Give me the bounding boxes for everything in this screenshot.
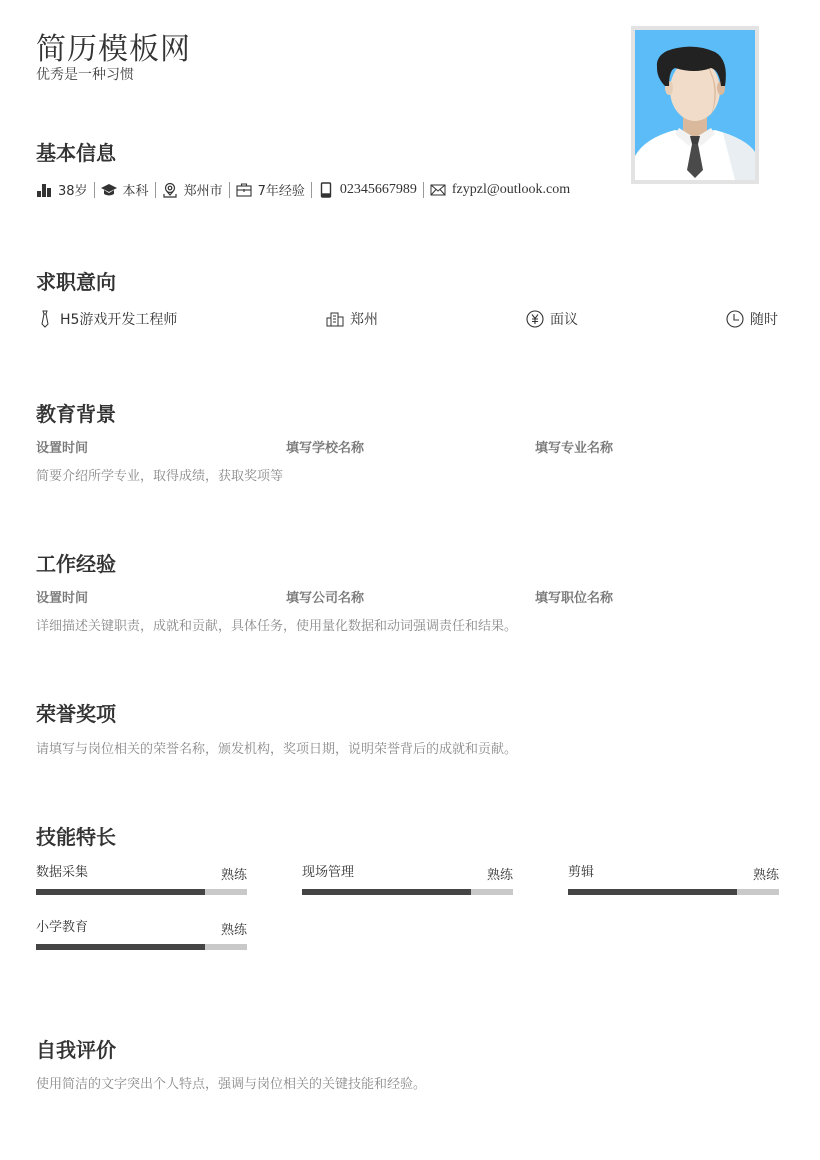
skill-name: 剪辑: [568, 865, 595, 880]
divider: [229, 182, 230, 198]
education-major: 填写专业名称: [535, 441, 614, 456]
resume-motto: 优秀是一种习惯: [36, 67, 134, 83]
skill-progress-fill: [568, 889, 737, 895]
education-description: 简要介绍所学专业，取得成绩，获取奖项等: [36, 469, 284, 484]
education-time: 设置时间: [36, 441, 89, 456]
skill-name: 小学教育: [36, 920, 89, 935]
basic-info-experience: 7年经验: [236, 180, 305, 199]
divider: [311, 182, 312, 198]
skill-progress-bar: [302, 889, 513, 895]
basic-info-age: 38岁: [36, 180, 88, 199]
section-title-work-experience: 工作经验: [36, 552, 116, 576]
skill-progress-fill: [36, 889, 205, 895]
education-school: 填写学校名称: [286, 441, 365, 456]
skill-level: 熟练: [220, 923, 247, 938]
section-title-job-intent: 求职意向: [36, 270, 116, 294]
resume-name: 简历模板网: [36, 32, 191, 67]
self-evaluation-description: 使用简洁的文字突出个人特点，强调与岗位相关的关键技能和经验。: [36, 1077, 427, 1092]
mobile-phone-icon: [318, 182, 334, 198]
skill-item: [36, 916, 247, 956]
intent-city: 郑州: [326, 309, 378, 329]
intent-position: H5游戏开发工程师: [36, 309, 177, 329]
skill-progress-fill: [302, 889, 471, 895]
work-position: 填写职位名称: [535, 591, 614, 606]
intent-availability: 随时: [726, 309, 778, 329]
briefcase-icon: [236, 182, 252, 198]
graduation-cap-icon: [101, 182, 117, 198]
basic-info-city: 郑州市: [162, 180, 223, 199]
basic-info-email: fzypzl@outlook.com: [430, 182, 570, 198]
work-description: 详细描述关键职责，成就和贡献，具体任务，使用量化数据和动词强调责任和结果。: [36, 619, 518, 634]
skill-progress-bar: [568, 889, 779, 895]
basic-info-phone: 02345667989: [318, 182, 417, 198]
divider: [155, 182, 156, 198]
divider: [423, 182, 424, 198]
section-title-self-evaluation: 自我评价: [36, 1038, 116, 1062]
skill-item: [568, 861, 779, 901]
work-company: 填写公司名称: [286, 591, 365, 606]
skill-name: 现场管理: [302, 865, 355, 880]
basic-info-degree: 本科: [101, 180, 149, 199]
skill-progress-bar: [36, 889, 247, 895]
honors-description: 请填写与岗位相关的荣誉名称，颁发机构，奖项日期，说明荣誉背后的成就和贡献。: [36, 742, 518, 757]
skill-progress-fill: [36, 944, 205, 950]
building-icon: [326, 310, 344, 328]
skill-item: [302, 861, 513, 901]
envelope-icon: [430, 182, 446, 198]
yen-icon: [526, 310, 544, 328]
work-time: 设置时间: [36, 591, 89, 606]
skill-level: 熟练: [752, 868, 779, 883]
clock-icon: [726, 310, 744, 328]
bar-chart-icon: [36, 182, 52, 198]
avatar-illustration: [635, 30, 755, 180]
divider: [94, 182, 95, 198]
intent-salary: 面议: [526, 309, 578, 329]
skill-level: 熟练: [486, 868, 513, 883]
section-title-education: 教育背景: [36, 402, 116, 426]
skill-name: 数据采集: [36, 865, 89, 880]
location-pin-icon: [162, 182, 178, 198]
skill-item: [36, 861, 247, 901]
tie-icon: [36, 310, 54, 328]
section-title-basic-info: 基本信息: [36, 141, 116, 165]
skill-progress-bar: [36, 944, 247, 950]
section-title-honors: 荣誉奖项: [36, 702, 116, 726]
section-title-skills: 技能特长: [36, 825, 116, 849]
basic-info-row: [36, 180, 570, 199]
skill-level: 熟练: [220, 868, 247, 883]
profile-photo: [631, 26, 759, 184]
